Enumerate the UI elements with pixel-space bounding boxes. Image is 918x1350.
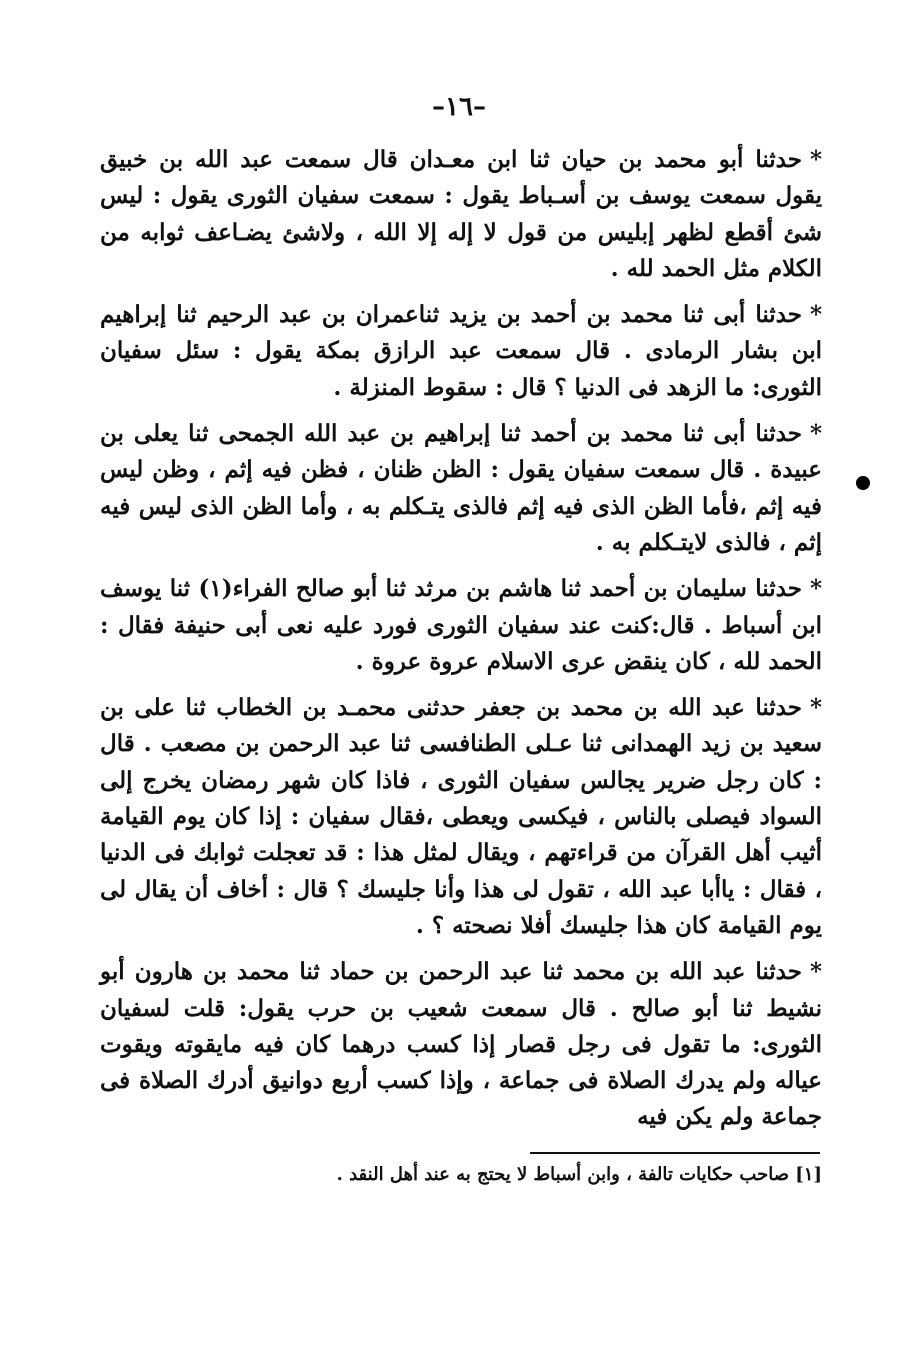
paragraph-text: حدثنا أبى ثنا محمد بن أحمد بن يزيد ثناعمران بن عبد الرحيم ثنا إبراهيم ابن بشار الرمادى . قال سمعت عبد الرازق بمكة يقول : سئل سفيان الثورى: ما الزهد فى الدنيا ؟ قال : سقوط المنزلة . [100,301,822,401]
paragraph-text: حدثنا عبد الله بن محمد ثنا عبد الرحمن بن حماد ثنا محمد بن هارون أبو نشيط ثنا أبو صالح . قال سمعت شعيب بن حرب يقول: قلت لسفيان الثورى: ما تقول فى رجل قصار إذا كسب درهما كان فيه مايقوته ويقوت عياله ولم يدرك الصلاة فى جماعة ، وإذا كسب أربع دوانيق أدرك الصلاة فى جماعة ولم يكن فيه [100,958,822,1131]
paragraph-marker: * [809,146,822,173]
paragraph-text: حدثنا سليمان بن أحمد ثنا هاشم بن مرثد ثنا أبو صالح الفراء(١) ثنا يوسف ابن أسباط . قال:كنت عند سفيان الثورى فورد عليه نعى أبى حنيفة فقال : الحمد لله ، كان ينقض عرى الاسلام عروة عروة . [100,575,822,675]
paragraph-marker: * [809,694,822,722]
paragraph-text: حدثنا عبد الله بن محمد بن جعفر حدثنى محمـد بن الخطاب ثنا على بن سعيد بن زيد الهمدانى ثنا عـلى الطنافسى ثنا عبد الرحمن بن مصعب . قال : كان رجل ضرير يجالس سفيان الثورى ، فاذا كان شهر رمضان يخرج إلى السواد فيصلى بالناس ، فيكسى ويعطى ،فقال سفيان : إذا كان يوم القيامة أثيب أهل القرآن من قراءتهم ، ويقال لمثل هذا : قد تعجلت ثوابك فى الدنيا ، فقال : ياأبا عبد الله ، تقول لى هذا وأنا جليسك ؟ قال : أخاف أن يقال لى يوم القيامة كان هذا جليسك أفلا نصحته ؟ . [100,694,822,939]
paragraph-marker: * [809,301,822,329]
paragraph-text: حدثنا أبو محمد بن حيان ثنا ابن معـدان قال سمعت عبد الله بن خبيق يقول سمعت يوسف بن أسـباط يقول : سمعت سفيان الثورى يقول : ليس شئ أقطع لظهر إبليس من قول لا إله إلا الله ، ولاشئ يضـاعف ثوابه من الكلام مثل الحمد لله . [100,146,822,282]
body-text [100,142,822,1146]
paragraph-4 [100,571,822,680]
paragraph-3 [100,416,822,561]
page-number: –١٦– [432,92,486,122]
footnote-separator [530,1152,820,1154]
paragraph-marker: * [809,575,822,603]
paragraph-text: حدثنا أبى ثنا محمد بن أحمد ثنا إبراهيم بن عبد الله الجمحى ثنا يعلى بن عبيدة . قال سمعت سفيان يقول : الظن ظنان ، فظن فيه إثم ، وظن ليس فيه إثم ،فأما الظن الذى فيه إثم فالذى يتـكلم به ، وأما الظن الذى ليس فيه إثم ، فالذى لايتـكلم به . [100,420,822,556]
paragraph-5 [100,690,822,944]
paragraph-2 [100,297,822,406]
paragraph-marker: * [809,420,822,448]
paragraph-6 [100,954,822,1135]
paragraph-marker: * [809,958,822,986]
margin-dot [856,476,870,490]
paragraph-1 [100,142,822,287]
footnote: [١] صاحب حكايات تالفة ، وابن أسباط لا يحتج به عند أهل النقد . [336,1164,822,1185]
